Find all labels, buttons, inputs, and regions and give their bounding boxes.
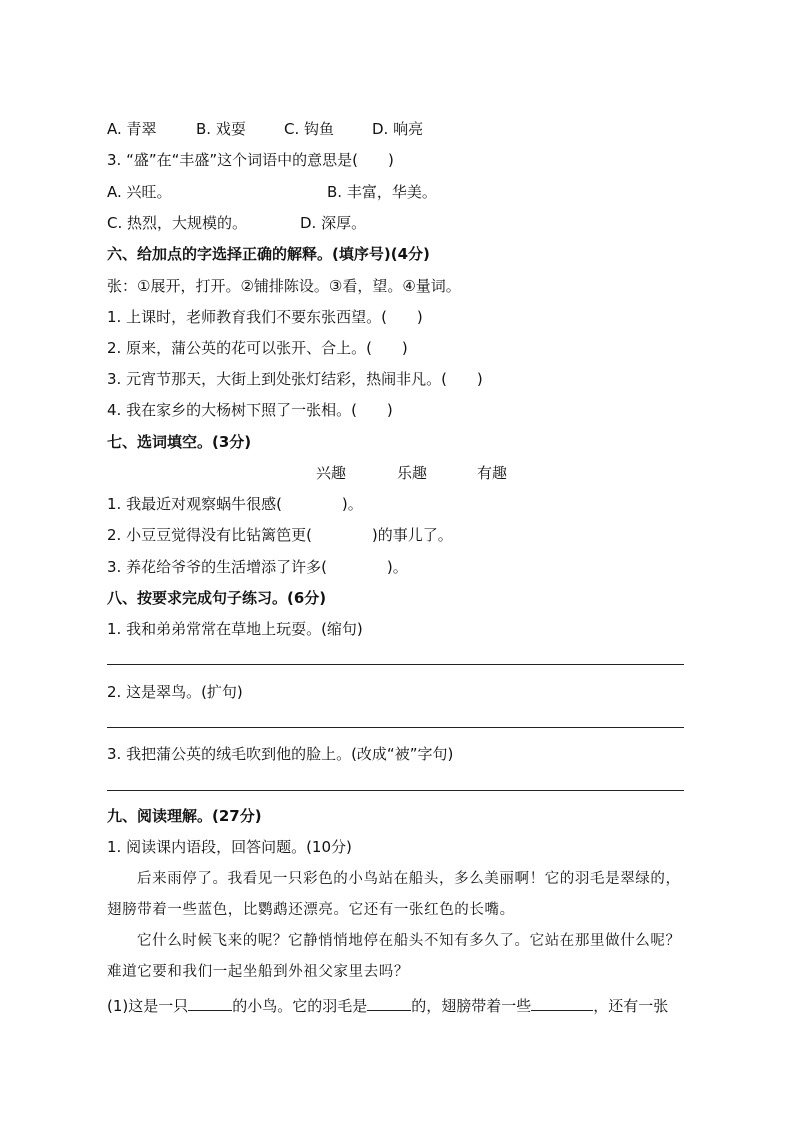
answer-line-3[interactable]	[107, 790, 684, 791]
section-9-sub-1: 1. 阅读课内语段，回答问题。(10分)	[107, 838, 352, 856]
section-8-item-2: 2. 这是翠鸟。(扩句)	[107, 683, 243, 701]
answer-line-2[interactable]	[107, 727, 684, 728]
section-6-item-3: 3. 元宵节那天，大街上到处张灯结彩，热闹非凡。( )	[107, 370, 483, 388]
q3-option-b: B. 丰富，华美。	[327, 183, 437, 201]
option-b: B. 戏耍	[196, 120, 246, 138]
section-7-item-3: 3. 养花给爷爷的生活增添了许多( )。	[107, 558, 408, 576]
section-8-title: 八、按要求完成句子练习。(6分)	[107, 589, 327, 607]
word-option-3: 有趣	[477, 464, 508, 482]
reading-paragraph-2	[107, 926, 687, 988]
section-6-title: 六、给加点的字选择正确的解释。(填序号)(4分)	[107, 245, 430, 263]
section-7-item-2: 2. 小豆豆觉得没有比钻篱笆更( )的事儿了。	[107, 526, 453, 544]
section-6-item-1: 1. 上课时，老师教育我们不要东张西望。( )	[107, 308, 423, 326]
rq1-text-3: 的，翅膀带着一些	[411, 997, 532, 1015]
q3-option-a: A. 兴旺。	[107, 183, 172, 201]
section-6-definition: 张：①展开，打开。②铺排陈设。③看，望。④量词。	[107, 277, 461, 295]
section-7-title: 七、选词填空。(3分)	[107, 433, 252, 451]
section-6-item-2: 2. 原来，蒲公英的花可以张开、合上。( )	[107, 339, 408, 357]
q3-option-c: C. 热烈，大规模的。	[107, 214, 248, 232]
answer-line-1[interactable]	[107, 664, 684, 665]
section-8-item-3: 3. 我把蒲公英的绒毛吹到他的脸上。(改成“被”字句)	[107, 745, 454, 763]
word-option-1: 兴趣	[316, 464, 347, 482]
blank-3[interactable]	[531, 994, 593, 1011]
option-a: A. 青翠	[107, 120, 157, 138]
section-7-item-1: 1. 我最近对观察蜗牛很感( )。	[107, 495, 363, 513]
word-option-2: 乐趣	[397, 464, 428, 482]
section-6-item-4: 4. 我在家乡的大杨树下照了一张相。( )	[107, 401, 393, 419]
question-3: 3. “盛”在“丰盛”这个词语中的意思是( )	[107, 151, 394, 169]
reading-question-1	[107, 994, 668, 1016]
reading-paragraph-1	[107, 864, 687, 926]
q3-option-d: D. 深厚。	[300, 214, 367, 232]
option-c: C. 钩鱼	[284, 120, 335, 138]
option-d: D. 响亮	[372, 120, 424, 138]
section-9-title: 九、阅读理解。(27分)	[107, 807, 262, 825]
rq1-text-1: (1)这是一只	[107, 997, 189, 1015]
rq1-text-4: ，还有一张	[593, 997, 669, 1015]
blank-2[interactable]	[367, 994, 411, 1011]
reading-paragraph-1-text: 后来雨停了。我看见一只彩色的小鸟站在船头，多么美丽啊！它的羽毛是翠绿的，翅膀带着一些蓝色，比鹦鹉还漂亮。它还有一张红色的长嘴。	[107, 871, 681, 918]
blank-1[interactable]	[188, 994, 232, 1011]
rq1-text-2: 的小鸟。它的羽毛是	[232, 997, 368, 1015]
section-8-item-1: 1. 我和弟弟常常在草地上玩耍。(缩句)	[107, 620, 363, 638]
reading-paragraph-2-text: 它什么时候飞来的呢？它静悄悄地停在船头不知有多久了。它站在那里做什么呢？难道它要和我们一起坐船到外祖父家里去吗？	[107, 933, 681, 980]
